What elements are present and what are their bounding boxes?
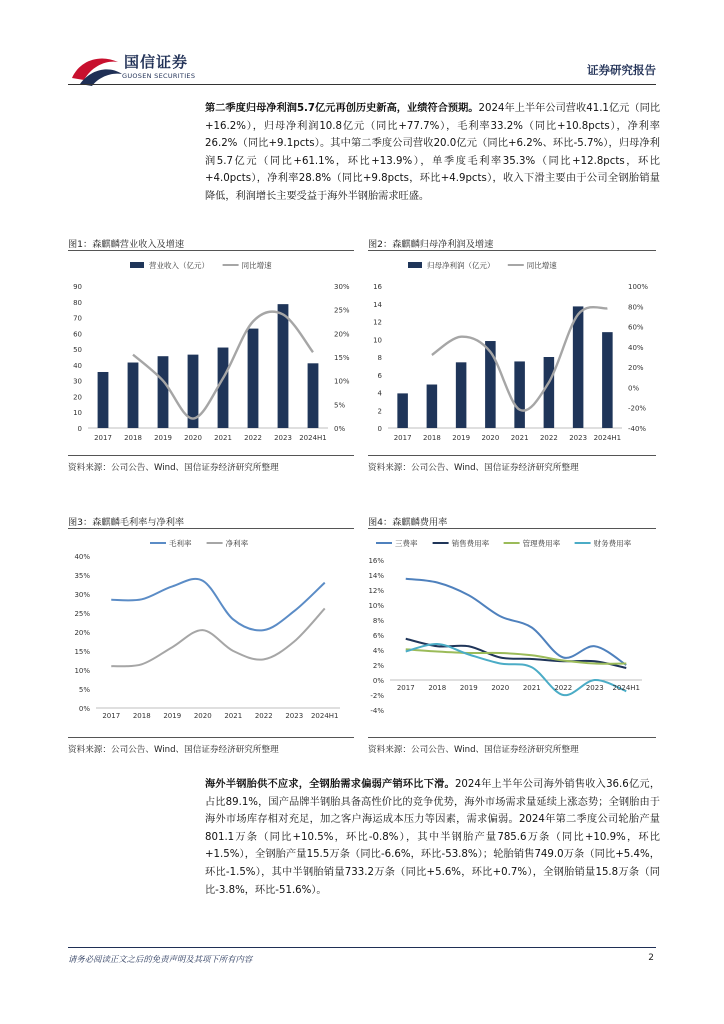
legend-label: 财务费用率 bbox=[593, 539, 632, 548]
x-axis-tick: 2019 bbox=[459, 684, 478, 692]
paragraph-body: 2024年上半年公司营收41.1亿元（同比+16.2%），归母净利润10.8亿元（同比+77.7%），毛利率33.2%（同比+10.8pcts），净利率26.2%（同比+9.1pcts）。其中第二季度公司营收20.0亿元（同比+6.2%、环比-5.7%），归母净利润5.7亿元（同比+61.1%，环比+13.9%），单季度毛利率35.3%（同比+12.8pcts，环比+4.0pcts），净利率28.8%（同比+9.8pcts，环比+4.9pcts），收入下滑主要由于公司全钢胎销量降低，利润增长主要受益于海外半钢胎需求旺盛。 bbox=[205, 103, 661, 202]
right-axis-tick: 100% bbox=[628, 283, 649, 291]
figure-2-bottom-rule bbox=[368, 455, 656, 456]
series-line bbox=[111, 608, 325, 666]
right-axis-tick: -40% bbox=[628, 425, 647, 433]
right-axis-tick: 10% bbox=[334, 377, 350, 386]
paragraph-q2-results bbox=[205, 100, 660, 206]
left-axis-tick: 40 bbox=[73, 361, 82, 370]
bar bbox=[544, 357, 555, 428]
left-axis-tick: 10 bbox=[373, 336, 382, 345]
x-axis-tick: 2023 bbox=[285, 712, 304, 720]
y-axis-tick: 10% bbox=[74, 667, 90, 675]
legend-label: 同比增速 bbox=[526, 261, 557, 270]
y-axis-tick: -4% bbox=[370, 707, 384, 715]
y-axis-tick: 20% bbox=[74, 629, 90, 637]
legend-label: 三费率 bbox=[395, 539, 418, 548]
y-axis-tick: 30% bbox=[74, 591, 90, 599]
x-axis-tick: 2019 bbox=[154, 434, 172, 442]
paragraph-body: 2024年上半年公司海外销售收入36.6亿元，占比89.1%，国产品牌半钢胎具备高性价比的竞争优势，海外市场需求量延续上涨态势；全钢胎由于海外市场库存相对充足，加之客户海运成本压力等因素，需求偏弱。2024年第二季度公司轮胎产量801.1万条（同比+10.5%，环比-0.8%），其中半钢胎产量785.6万条（同比+10.9%，环比+1.5%），全钢胎产量15.5万条（同比-6.6%，环比-53.8%）；轮胎销售749.0万条（同比+5.4%，环比-1.5%），其中半钢胎销量733.2万条（同比+5.6%，环比+0.7%），全钢胎销量15.8万条（同比-3.8%，环比-51.6%）。 bbox=[205, 779, 661, 896]
x-axis-tick: 2017 bbox=[396, 684, 415, 692]
x-axis-tick: 2018 bbox=[428, 684, 447, 692]
x-axis-tick: 2023 bbox=[274, 434, 292, 442]
y-axis-tick: 5% bbox=[78, 686, 90, 694]
x-axis-tick: 2020 bbox=[491, 684, 510, 692]
y-axis-tick: 2% bbox=[372, 662, 384, 670]
legend-label: 同比增速 bbox=[241, 261, 272, 270]
left-axis-tick: 6 bbox=[377, 371, 382, 380]
left-axis-tick: 80 bbox=[73, 298, 82, 307]
figure-4-top-rule bbox=[368, 528, 656, 529]
x-axis-tick: 2018 bbox=[132, 712, 151, 720]
expense-ratio-chart bbox=[368, 530, 656, 730]
x-axis-tick: 2022 bbox=[244, 434, 262, 442]
figure-1-source: 资料来源：公司公告、Wind、国信证券经济研究所整理 bbox=[68, 463, 279, 473]
x-axis-tick: 2019 bbox=[163, 712, 182, 720]
header-divider bbox=[68, 84, 656, 85]
bar bbox=[456, 362, 467, 428]
bar bbox=[514, 361, 525, 428]
paragraph-overseas-demand bbox=[205, 776, 660, 899]
left-axis-tick: 14 bbox=[373, 300, 382, 309]
footer-divider bbox=[68, 947, 656, 948]
right-axis-tick: 20% bbox=[628, 364, 644, 373]
figure-2-top-rule bbox=[368, 250, 656, 251]
right-axis-tick: 20% bbox=[334, 330, 350, 339]
net-profit-growth-chart bbox=[368, 252, 656, 452]
x-axis-tick: 2021 bbox=[224, 712, 243, 720]
legend-label: 归母净利润（亿元） bbox=[427, 261, 495, 270]
y-axis-tick: -2% bbox=[370, 692, 384, 700]
left-axis-tick: 2 bbox=[377, 407, 382, 416]
x-axis-tick: 2018 bbox=[124, 434, 142, 442]
y-axis-tick: 10% bbox=[368, 602, 384, 610]
legend-label: 营业收入（亿元） bbox=[149, 261, 209, 270]
x-axis-tick: 2024H1 bbox=[612, 684, 641, 692]
left-axis-tick: 4 bbox=[377, 389, 382, 398]
x-axis-tick: 2019 bbox=[452, 434, 471, 442]
margin-chart bbox=[68, 530, 354, 730]
x-axis-tick: 2021 bbox=[214, 434, 232, 442]
revenue-growth-chart bbox=[68, 252, 354, 452]
x-axis-tick: 2020 bbox=[193, 712, 212, 720]
right-axis-tick: 5% bbox=[334, 401, 346, 410]
right-axis-tick: 15% bbox=[334, 354, 350, 362]
x-axis-tick: 2024H1 bbox=[299, 434, 327, 442]
right-axis-tick: 40% bbox=[628, 343, 644, 352]
left-axis-tick: 0 bbox=[77, 425, 82, 433]
bar bbox=[128, 363, 139, 428]
right-axis-tick: 0% bbox=[334, 425, 346, 433]
left-axis-tick: 12 bbox=[373, 318, 382, 327]
x-axis-tick: 2017 bbox=[102, 712, 121, 720]
figure-3-bottom-rule bbox=[68, 737, 354, 738]
x-axis-tick: 2021 bbox=[522, 684, 541, 692]
y-axis-tick: 0% bbox=[372, 677, 384, 685]
logo-chinese-name: 国信证券 bbox=[124, 53, 189, 71]
left-axis-tick: 20 bbox=[73, 393, 82, 402]
right-axis-tick: 25% bbox=[334, 306, 350, 315]
bar bbox=[427, 385, 438, 428]
right-axis-tick: -20% bbox=[628, 404, 647, 413]
legend-label: 销售费用率 bbox=[451, 539, 490, 548]
paragraph-lead: 海外半钢胎供不应求，全钢胎需求偏弱产销环比下滑。 bbox=[205, 779, 455, 790]
bar bbox=[397, 393, 408, 428]
left-axis-tick: 90 bbox=[73, 283, 82, 291]
x-axis-tick: 2017 bbox=[393, 434, 412, 442]
left-axis-tick: 10 bbox=[73, 409, 82, 418]
figure-4-bottom-rule bbox=[368, 737, 656, 738]
right-axis-tick: 30% bbox=[334, 283, 350, 291]
figure-2-title: 图2：森麒麟归母净利润及增速 bbox=[368, 239, 494, 250]
bar bbox=[218, 348, 229, 428]
left-axis-tick: 50 bbox=[73, 346, 82, 355]
figure-3-title: 图3：森麒麟毛利率与净利率 bbox=[68, 517, 185, 528]
bar bbox=[248, 329, 259, 428]
figure-1-bottom-rule bbox=[68, 455, 354, 456]
x-axis-tick: 2023 bbox=[569, 434, 588, 442]
series-line bbox=[111, 579, 325, 631]
x-axis-tick: 2020 bbox=[481, 434, 500, 442]
x-axis-tick: 2022 bbox=[554, 684, 573, 692]
y-axis-tick: 14% bbox=[368, 572, 384, 580]
legend-label: 毛利率 bbox=[169, 539, 192, 548]
legend-label: 管理费用率 bbox=[522, 539, 561, 548]
x-axis-tick: 2024H1 bbox=[310, 712, 339, 720]
y-axis-tick: 15% bbox=[74, 648, 90, 656]
y-axis-tick: 12% bbox=[368, 587, 384, 595]
right-axis-tick: 0% bbox=[628, 384, 640, 393]
figure-4-title: 图4：森麒麟费用率 bbox=[368, 517, 448, 528]
y-axis-tick: 0% bbox=[78, 705, 90, 713]
bar bbox=[278, 304, 289, 428]
y-axis-tick: 35% bbox=[74, 572, 90, 580]
x-axis-tick: 2018 bbox=[422, 434, 441, 442]
x-axis-tick: 2024H1 bbox=[593, 434, 622, 442]
right-axis-tick: 80% bbox=[628, 303, 644, 312]
y-axis-tick: 40% bbox=[74, 553, 90, 561]
figure-4-source: 资料来源：公司公告、Wind、国信证券经济研究所整理 bbox=[368, 745, 579, 755]
left-axis-tick: 16 bbox=[373, 283, 382, 291]
left-axis-tick: 8 bbox=[377, 354, 382, 362]
x-axis-tick: 2020 bbox=[184, 434, 202, 442]
y-axis-tick: 25% bbox=[74, 610, 90, 618]
legend-swatch bbox=[130, 262, 144, 268]
y-axis-tick: 4% bbox=[372, 647, 384, 655]
y-axis-tick: 8% bbox=[372, 617, 384, 625]
paragraph-lead: 第二季度归母净利润5.7亿元再创历史新高，业绩符合预期。 bbox=[205, 103, 479, 114]
x-axis-tick: 2021 bbox=[510, 434, 529, 442]
y-axis-tick: 6% bbox=[372, 632, 384, 640]
figure-1-title: 图1：森麒麟营业收入及增速 bbox=[68, 239, 185, 250]
figure-3-source: 资料来源：公司公告、Wind、国信证券经济研究所整理 bbox=[68, 745, 279, 755]
x-axis-tick: 2022 bbox=[539, 434, 558, 442]
left-axis-tick: 30 bbox=[73, 377, 82, 386]
x-axis-tick: 2023 bbox=[585, 684, 604, 692]
figure-1-top-rule bbox=[68, 250, 354, 251]
left-axis-tick: 70 bbox=[73, 314, 82, 323]
legend-label: 净利率 bbox=[225, 539, 249, 548]
figure-2-source: 资料来源：公司公告、Wind、国信证券经济研究所整理 bbox=[368, 463, 579, 473]
bar bbox=[485, 341, 496, 428]
bar bbox=[98, 372, 109, 428]
figure-3-top-rule bbox=[68, 528, 354, 529]
footer-disclaimer: 请务必阅读正文之后的免责声明及其项下所有内容 bbox=[68, 954, 253, 964]
left-axis-tick: 60 bbox=[73, 330, 82, 339]
logo-english-name: GUOSEN SECURITIES bbox=[122, 72, 196, 80]
y-axis-tick: 16% bbox=[368, 557, 384, 565]
bar bbox=[308, 363, 319, 428]
left-axis-tick: 0 bbox=[377, 425, 382, 433]
page-number: 2 bbox=[648, 953, 654, 963]
right-axis-tick: 60% bbox=[628, 323, 644, 332]
x-axis-tick: 2017 bbox=[94, 434, 112, 442]
report-type-label: 证券研究报告 bbox=[587, 63, 656, 77]
bar bbox=[573, 306, 584, 428]
bar bbox=[602, 332, 613, 428]
legend-swatch bbox=[408, 262, 422, 268]
bar bbox=[158, 356, 169, 428]
x-axis-tick: 2022 bbox=[254, 712, 273, 720]
